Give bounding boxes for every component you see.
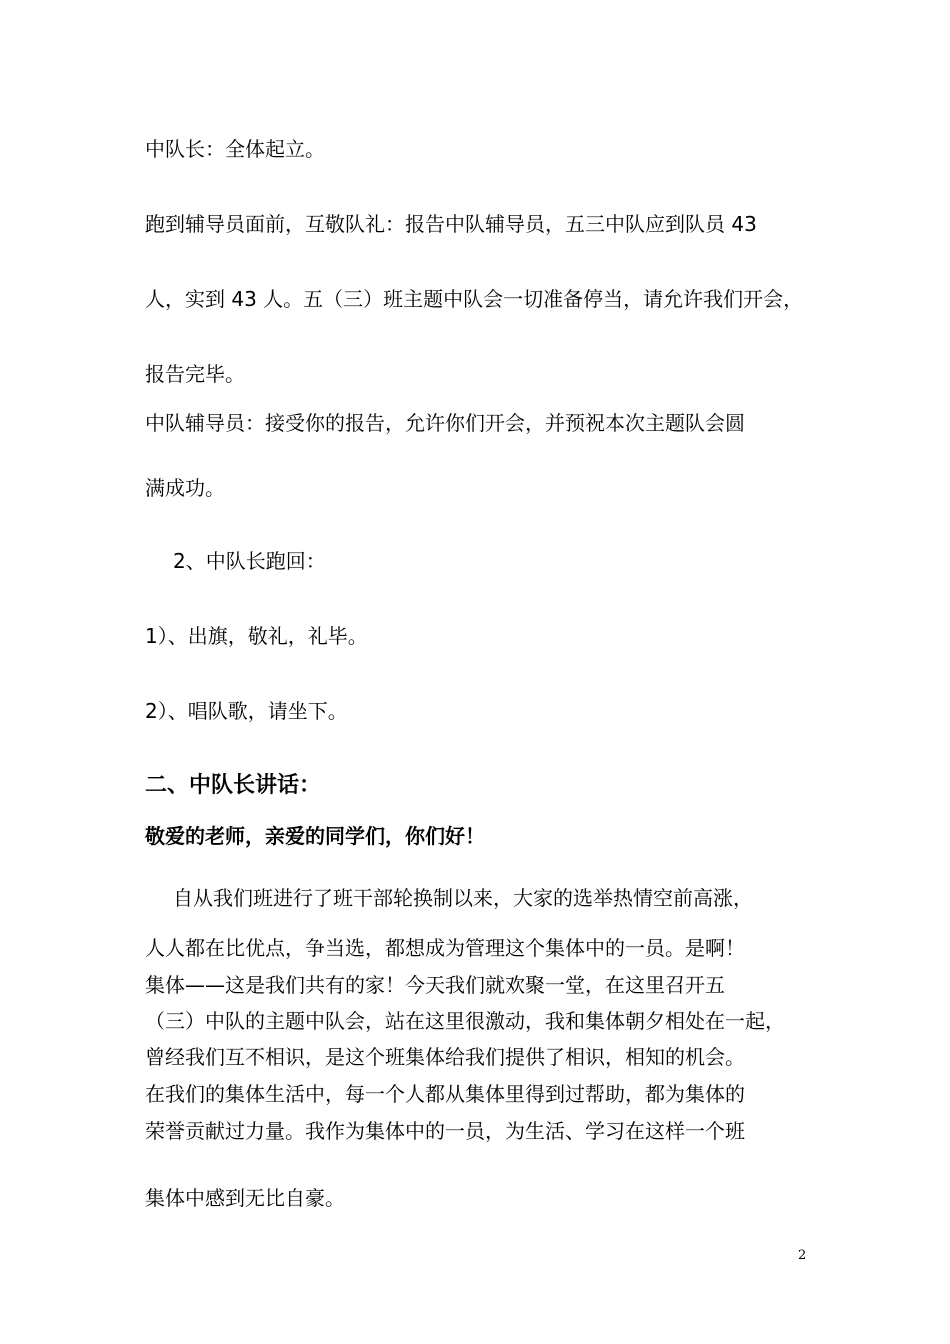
speech-greeting: 敬爱的老师，亲爱的同学们，你们好！ <box>145 824 485 848</box>
line-report-attendance-2: 人，实到 43 人。五（三）班主题中队会一切准备停当，请允许我们开会， <box>145 287 804 311</box>
line-step-2: 2、中队长跑回： <box>173 549 326 573</box>
page-number: 2 <box>798 1248 807 1263</box>
speech-paragraph-line-4: （三）中队的主题中队会，站在这里很激动，我和集体朝夕相处在一起， <box>145 1009 785 1033</box>
line-step-anthem: 2）、唱队歌，请坐下。 <box>145 699 348 723</box>
speech-paragraph-line-2: 人人都在比优点，争当选，都想成为管理这个集体中的一员。是啊！ <box>145 936 745 960</box>
speech-paragraph-line-5: 曾经我们互不相识，是这个班集体给我们提供了相识，相知的机会。 <box>145 1045 745 1069</box>
line-counselor-reply-1: 中队辅导员：接受你的报告，允许你们开会，并预祝本次主题队会圆 <box>145 411 745 435</box>
line-squad-leader-stand: 中队长：全体起立。 <box>145 137 325 161</box>
speech-paragraph-line-7: 荣誉贡献过力量。我作为集体中的一员，为生活、学习在这样一个班 <box>145 1119 745 1143</box>
speech-paragraph-line-6: 在我们的集体生活中，每一个人都从集体里得到过帮助，都为集体的 <box>145 1082 745 1106</box>
speech-paragraph-line-3: 集体——这是我们共有的家！今天我们就欢聚一堂，在这里召开五 <box>145 973 725 997</box>
line-report-attendance-1: 跑到辅导员面前，互敬队礼：报告中队辅导员，五三中队应到队员 43 <box>145 212 757 236</box>
section-heading-speech: 二、中队长讲话： <box>145 773 322 798</box>
line-step-flag: 1）、出旗，敬礼，礼毕。 <box>145 624 368 648</box>
line-report-complete: 报告完毕。 <box>145 362 245 386</box>
speech-paragraph-line-8: 集体中感到无比自豪。 <box>145 1186 345 1210</box>
speech-paragraph-line-1: 自从我们班进行了班干部轮换制以来，大家的选举热情空前高涨， <box>173 886 753 910</box>
line-counselor-reply-2: 满成功。 <box>145 476 225 500</box>
